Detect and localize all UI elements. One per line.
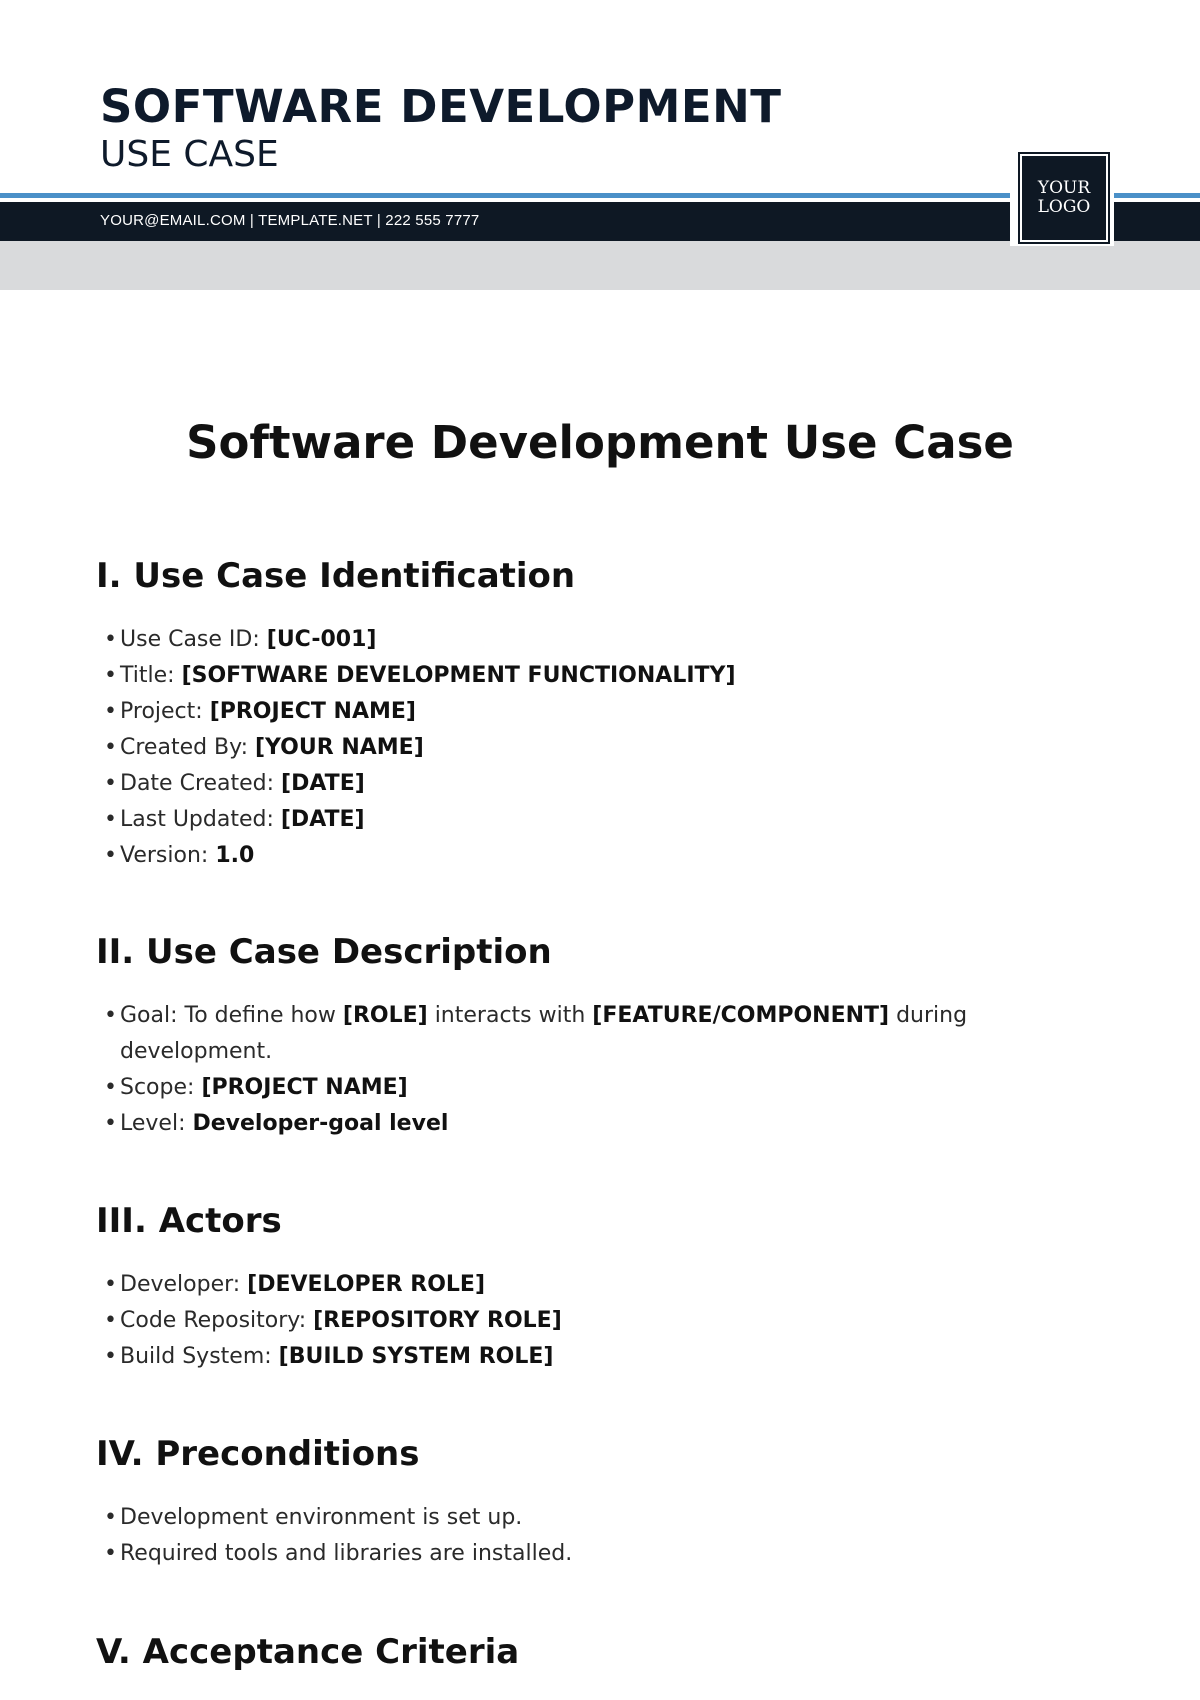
- grey-band: [0, 241, 1200, 290]
- list-item: [104, 1339, 1004, 1375]
- item-value: [REPOSITORY ROLE]: [313, 1308, 562, 1333]
- contact-info: YOUR@EMAIL.COM | TEMPLATE.NET | 222 555 7777: [100, 212, 480, 229]
- goal-text: interacts with: [427, 1003, 593, 1028]
- section-heading-identification: I. Use Case Identification: [96, 556, 576, 596]
- document-header: [0, 0, 1200, 292]
- item-label: Project:: [120, 699, 210, 724]
- list-item: [104, 730, 1004, 766]
- brand-subtitle: USE CASE: [100, 134, 279, 175]
- logo-text-line1: YOUR: [1037, 178, 1091, 198]
- preconditions-list: [104, 1500, 1004, 1572]
- list-item: [104, 1106, 1004, 1142]
- goal-role: [ROLE]: [342, 1003, 428, 1028]
- item-value: 1.0: [215, 843, 255, 868]
- item-value: Developer-goal level: [192, 1111, 449, 1136]
- item-value: [PROJECT NAME]: [209, 699, 416, 724]
- list-item-goal: [104, 998, 1004, 1070]
- logo-text-line2: LOGO: [1037, 197, 1091, 217]
- goal-text: Goal: To define how: [120, 1003, 343, 1028]
- item-label: Developer:: [120, 1272, 248, 1297]
- document-title: Software Development Use Case: [186, 416, 1014, 469]
- list-item: [104, 838, 1004, 874]
- item-label: Level:: [120, 1111, 193, 1136]
- item-value: [DEVELOPER ROLE]: [247, 1272, 486, 1297]
- list-item: [104, 694, 1004, 730]
- item-label: Created By:: [120, 735, 255, 760]
- list-item: [104, 1070, 1004, 1106]
- item-value: [YOUR NAME]: [254, 735, 424, 760]
- list-item: • Required tools and libraries are installed.: [104, 1536, 1004, 1572]
- goal-text: during development.: [120, 1003, 968, 1064]
- section-heading-acceptance-criteria: V. Acceptance Criteria: [96, 1632, 520, 1672]
- list-item: [104, 622, 1004, 658]
- brand-title: SOFTWARE DEVELOPMENT: [100, 80, 782, 133]
- list-item: [104, 766, 1004, 802]
- item-value: [DATE]: [281, 771, 365, 796]
- item-label: Date Created:: [120, 771, 282, 796]
- section-heading-actors: III. Actors: [96, 1201, 282, 1241]
- item-label: Code Repository:: [120, 1308, 314, 1333]
- item-label: Build System:: [120, 1344, 279, 1369]
- list-item: [104, 802, 1004, 838]
- identification-list: [104, 622, 1004, 874]
- logo-placeholder: [1020, 154, 1108, 242]
- item-value: [DATE]: [280, 807, 365, 832]
- item-label: Use Case ID:: [120, 627, 267, 652]
- item-value: [UC-001]: [266, 627, 377, 652]
- list-item: • Development environment is set up.: [104, 1500, 1004, 1536]
- goal-feature: [FEATURE/COMPONENT]: [592, 1003, 890, 1028]
- list-item: [104, 1303, 1004, 1339]
- item-label: Scope:: [120, 1075, 202, 1100]
- section-heading-preconditions: IV. Preconditions: [96, 1434, 420, 1474]
- item-value: [SOFTWARE DEVELOPMENT FUNCTIONALITY]: [181, 663, 736, 688]
- item-value: [PROJECT NAME]: [201, 1075, 408, 1100]
- item-value: [BUILD SYSTEM ROLE]: [278, 1344, 554, 1369]
- item-label: Title:: [120, 663, 182, 688]
- item-label: Last Updated:: [120, 807, 281, 832]
- section-heading-description: II. Use Case Description: [96, 932, 552, 972]
- list-item: [104, 1267, 1004, 1303]
- description-list: [104, 998, 1004, 1142]
- list-item: [104, 658, 1004, 694]
- item-label: Version:: [120, 843, 216, 868]
- actors-list: [104, 1267, 1004, 1375]
